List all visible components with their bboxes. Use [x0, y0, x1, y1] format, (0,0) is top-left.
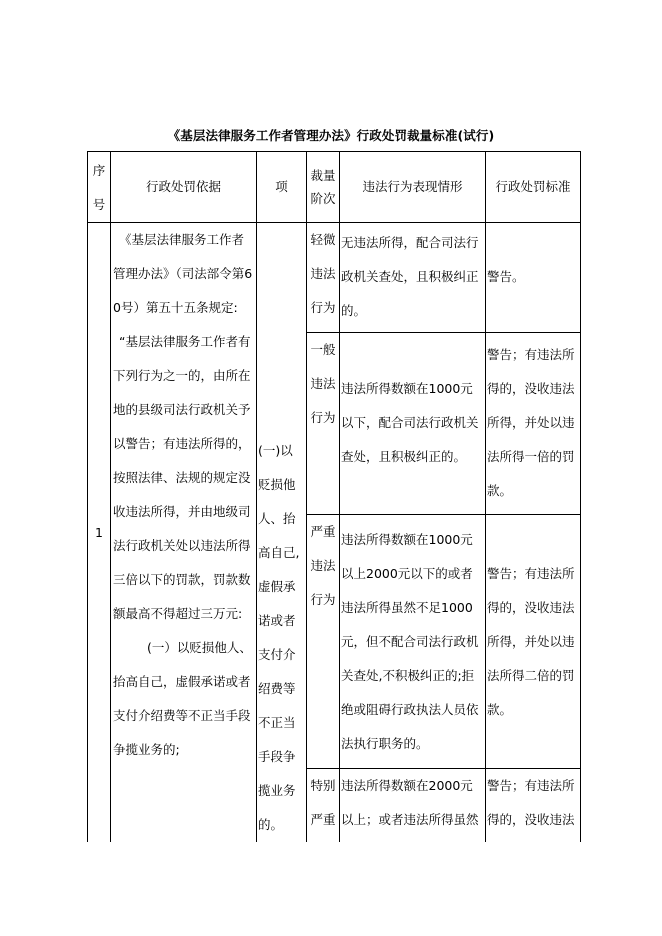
penalty-standard-table	[87, 151, 581, 842]
level-very-serious: 特别严重	[307, 769, 340, 842]
row-item: (一)以贬损他人、抬高自己,虚假承诺或者支付介绍费等不正当手段争揽业务的。	[257, 223, 307, 843]
behavior-general: 违法所得数额在1000元以下，配合司法行政机关查处，且积极纠正的。	[340, 332, 486, 514]
header-item: 项	[257, 152, 307, 223]
table-header-row	[88, 152, 581, 223]
header-behavior: 违法行为表现情形	[340, 152, 486, 223]
penalty-minor: 警告。	[486, 223, 581, 333]
header-penalty: 行政处罚标准	[486, 152, 581, 223]
behavior-serious: 违法所得数额在1000元以上2000元以下的或者违法所得虽然不足1000元，但不配合司法行政机关查处,不积极纠正的;拒绝或阻碍行政执法人员依法执行职务的。	[340, 514, 486, 768]
header-seq: 序号	[88, 152, 111, 223]
basis-paragraph-3: (一）以贬损他人、抬高自己，虚假承诺或者支付介绍费等不正当手段争揽业务的;	[113, 640, 252, 757]
behavior-minor: 无违法所得，配合司法行政机关查处，且积极纠正的。	[340, 223, 486, 333]
level-minor: 轻微违法行为	[307, 223, 340, 333]
behavior-very-serious: 违法所得数额在2000元以上；或者违法所得虽然	[340, 769, 486, 842]
basis-paragraph-1: 《基层法律服务工作者管理办法》（司法部令第60号）第五十五条规定:	[113, 232, 253, 315]
header-level: 裁量阶次	[307, 152, 340, 223]
basis-paragraph-2: “基层法律服务工作者有下列行为之一的，由所在地的县级司法行政机关予以警告；有违法所得的，按照法律、法规的规定没收违法所得，并由地级司法行政机关处以违法所得三倍以下的罚款，罚款数额最高不得超过三万元:	[113, 334, 251, 621]
header-basis: 行政处罚依据	[111, 152, 257, 223]
table-row	[88, 223, 581, 333]
penalty-general: 警告；有违法所得的，没收违法所得，并处以违法所得一倍的罚款。	[486, 332, 581, 514]
row-basis	[111, 223, 257, 843]
document-title: 《基层法律服务工作者管理办法》行政处罚裁量标准(试行)	[167, 128, 495, 143]
level-serious: 严重违法行为	[307, 514, 340, 768]
row-seq: 1	[88, 223, 111, 843]
level-general: 一般违法行为	[307, 332, 340, 514]
penalty-very-serious: 警告；有违法所得的，没收违法	[486, 769, 581, 842]
penalty-serious: 警告；有违法所得的，没收违法所得，并处以违法所得二倍的罚款。	[486, 514, 581, 768]
